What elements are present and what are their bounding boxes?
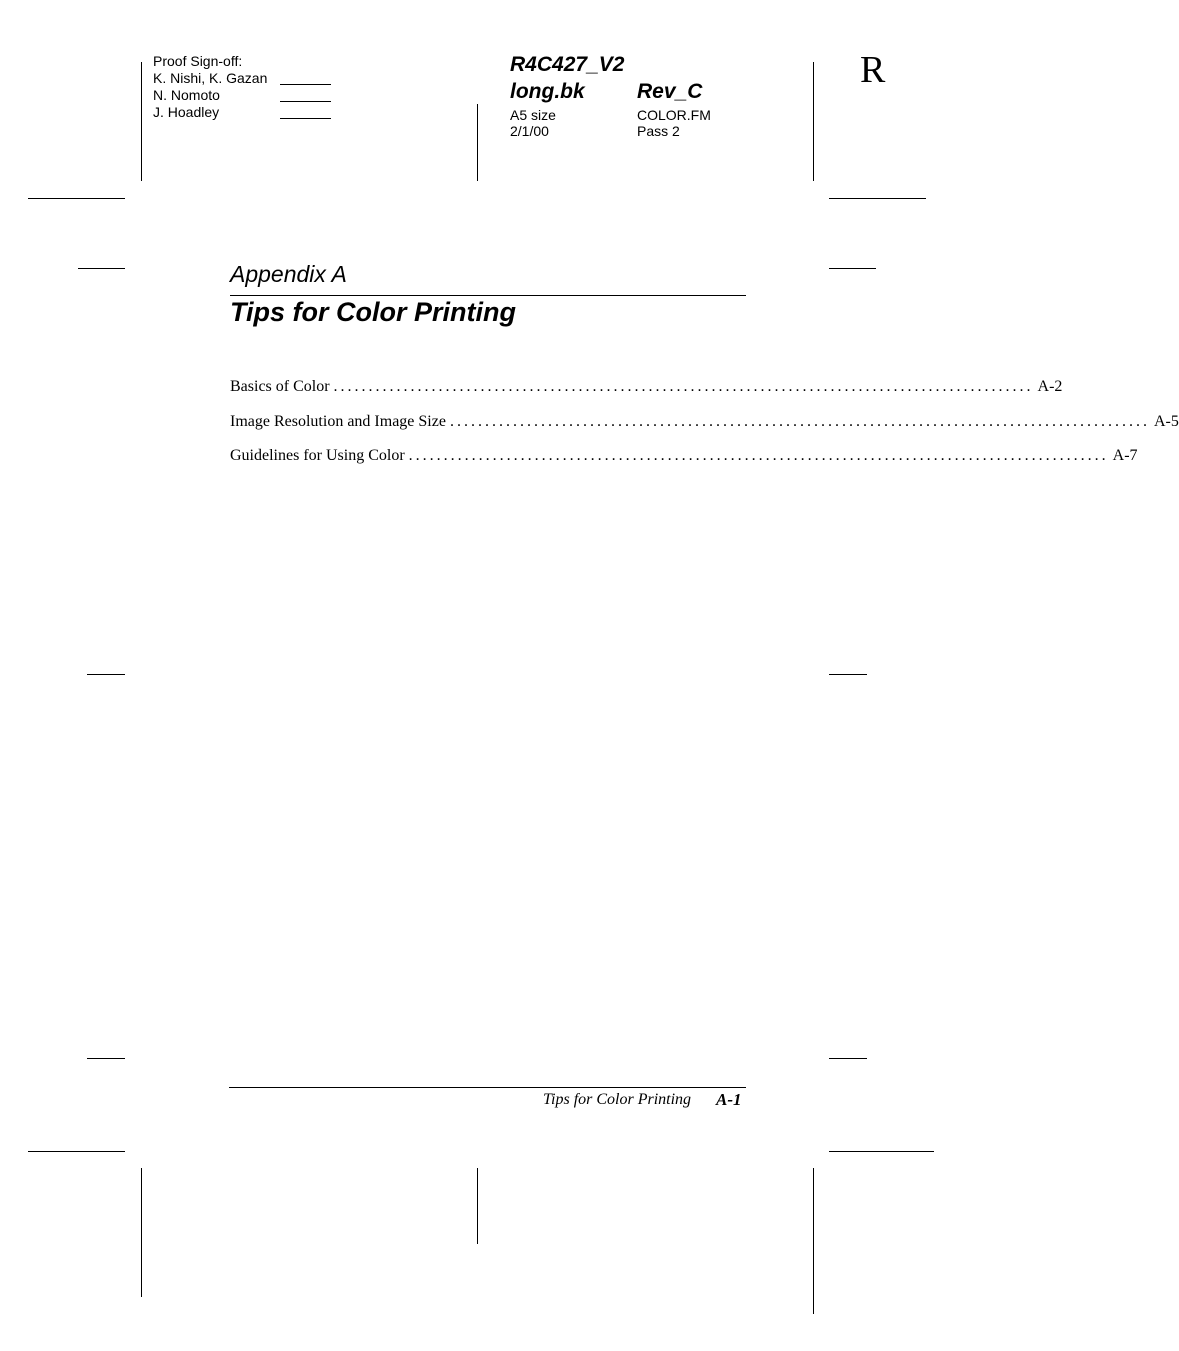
margin-mark-left-2 xyxy=(87,674,125,675)
appendix-label: Appendix A xyxy=(230,261,347,287)
book-name: long.bk xyxy=(510,80,585,103)
margin-mark-left-1 xyxy=(78,268,125,269)
toc-entry-page: A-2 xyxy=(1037,378,1063,395)
toc-entry[interactable] xyxy=(230,411,1179,446)
page-number: A-1 xyxy=(716,1090,742,1109)
signer-row xyxy=(153,87,267,104)
dot-leader: .................................................................................................... xyxy=(333,378,1034,395)
crop-mark-top-right-vertical xyxy=(813,62,814,181)
file-name: COLOR.FM xyxy=(637,107,711,123)
toc-entry[interactable] xyxy=(230,376,1063,411)
proof-sign-off xyxy=(153,53,267,121)
toc-entry-page: A-5 xyxy=(1153,412,1179,430)
footer-rule xyxy=(229,1087,746,1088)
crop-mark-bottom-left-vertical xyxy=(141,1168,142,1297)
margin-mark-right-1 xyxy=(829,268,876,269)
margin-mark-right-2 xyxy=(829,674,867,675)
signature-line xyxy=(280,101,331,102)
signature-line xyxy=(280,84,331,85)
toc-entry-page: A-7 xyxy=(1112,447,1138,464)
registration-letter: R xyxy=(860,49,886,91)
crop-mark-top-right-horizontal xyxy=(829,198,926,199)
signer-name: N. Nomoto xyxy=(153,87,220,103)
crop-mark-bottom-center-vertical xyxy=(477,1168,478,1244)
job-code: R4C427_V2 xyxy=(510,53,625,76)
margin-mark-right-3 xyxy=(829,1058,867,1059)
toc-entry-title: Image Resolution and Image Size xyxy=(230,412,446,430)
signature-line xyxy=(280,118,331,119)
signer-row xyxy=(153,104,267,121)
revision: Rev_C xyxy=(637,80,703,103)
signer-name: K. Nishi, K. Gazan xyxy=(153,70,268,86)
margin-mark-left-3 xyxy=(87,1058,125,1059)
crop-mark-top-left-horizontal xyxy=(28,198,125,199)
crop-mark-top-left-vertical xyxy=(141,62,142,181)
dot-leader: .................................................................................................... xyxy=(449,412,1150,430)
page-size: A5 size xyxy=(510,107,556,123)
crop-mark-bottom-right-vertical xyxy=(813,1168,814,1314)
toc-entry-title: Guidelines for Using Color xyxy=(230,447,405,464)
proof-heading: Proof Sign-off: xyxy=(153,53,243,69)
running-title: Tips for Color Printing xyxy=(543,1091,692,1108)
toc-entry-title: Basics of Color xyxy=(230,378,330,395)
proof-date: 2/1/00 xyxy=(510,123,549,139)
crop-mark-top-center-vertical xyxy=(477,104,478,181)
dot-leader: .................................................................................................... xyxy=(408,447,1109,464)
page-title: Tips for Color Printing xyxy=(230,297,516,327)
crop-mark-bottom-left-horizontal xyxy=(28,1151,125,1152)
table-of-contents xyxy=(230,376,1179,480)
toc-entry[interactable] xyxy=(230,445,1138,480)
signer-row xyxy=(153,70,267,87)
signer-name: J. Hoadley xyxy=(153,104,220,120)
crop-mark-bottom-right-horizontal xyxy=(829,1151,934,1152)
pass-number: Pass 2 xyxy=(637,123,680,139)
